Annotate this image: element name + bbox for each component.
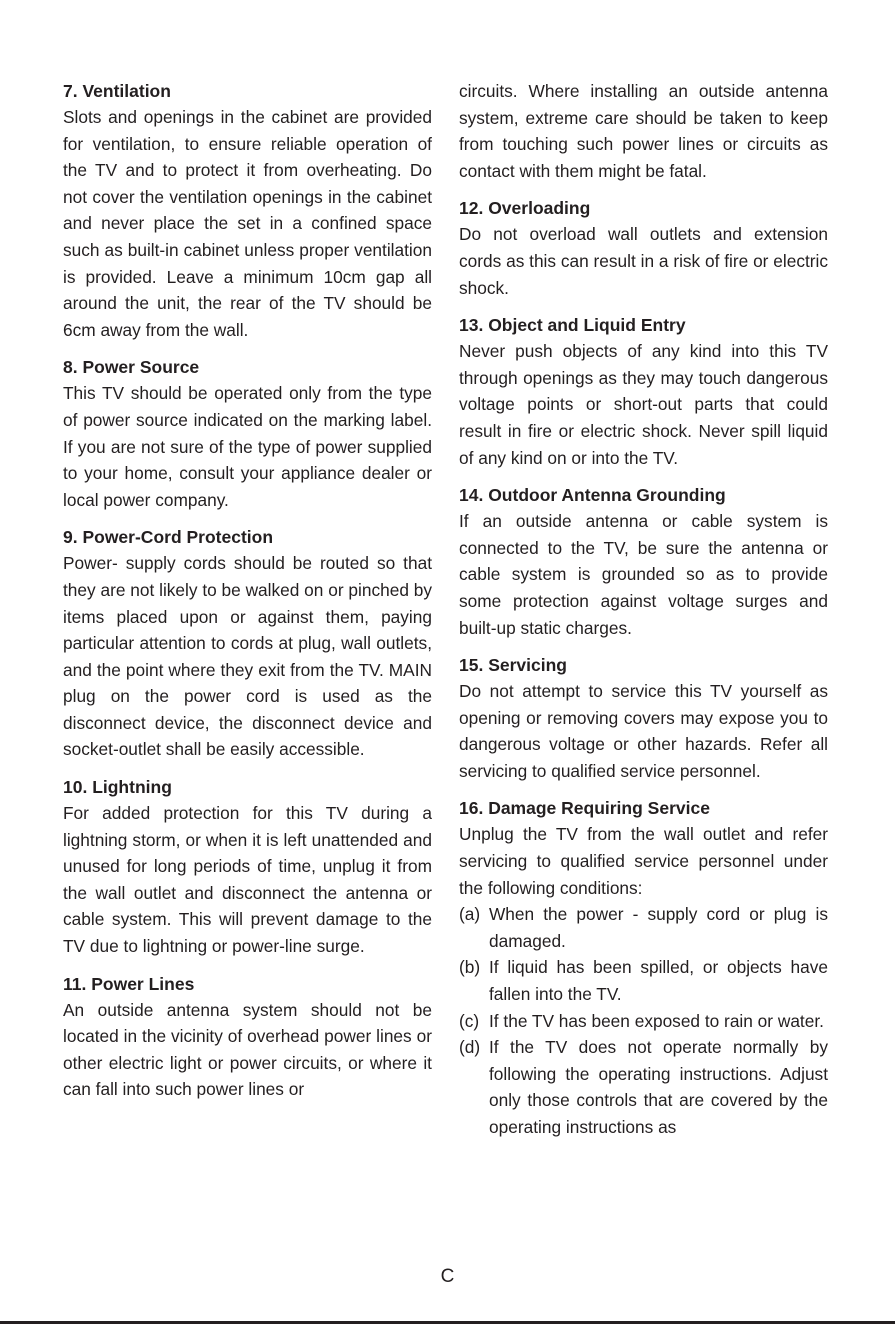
section-heading: 13. Object and Liquid Entry [459, 315, 686, 336]
section-text: Do not overload wall outlets and extension cords as this can result in a risk of fire or electric shock. [459, 224, 828, 298]
section-damage-requiring-service [459, 795, 828, 1140]
page-number: C [440, 1266, 455, 1287]
section-text: circuits. Where installing an outside antenna system, extreme care should be taken to keep from touching such power lines or circuits as contact with them might be fatal. [459, 81, 828, 181]
right-column [459, 78, 828, 1152]
section-heading: 11. Power Lines [63, 973, 195, 994]
item-text: If the TV has been exposed to rain or water. [489, 1010, 824, 1031]
section-heading: 14. Outdoor Antenna Grounding [459, 485, 726, 506]
left-column [63, 78, 432, 1114]
section-text: Unplug the TV from the wall outlet and refer servicing to qualified service personnel under the following conditions: [459, 824, 828, 898]
section-servicing [459, 652, 828, 784]
section-text: Slots and openings in the cabinet are provided for ventilation, to ensure reliable operation of the TV and to protect it from overheating. Do not cover the ventilation openings in the cabinet and never place the set in a confined space such as built-in cabinet unless proper ventilation is provided. Leave a minimum 10cm gap all around the unit, the rear of the TV should be 6cm away from the wall. [63, 107, 432, 340]
section-ventilation [63, 78, 432, 343]
section-outdoor-antenna [459, 482, 828, 641]
section-lightning [63, 774, 432, 960]
section-heading: 7. Ventilation [63, 81, 171, 101]
section-heading: 16. Damage Requiring Service [459, 798, 710, 819]
condition-item [459, 1034, 828, 1140]
section-heading: 12. Overloading [459, 198, 591, 219]
item-text: If the TV does not operate normally by following the operating instructions. Adjust only those controls that are covered by the operating instructions as [489, 1037, 828, 1137]
section-overloading [459, 195, 828, 301]
item-label: (a) [459, 904, 481, 925]
section-text: If an outside antenna or cable system is connected to the TV, be sure the antenna or cable system is grounded so as to provide some protection against voltage surges and built-up static charges. [459, 511, 828, 638]
section-heading: 15. Servicing [459, 655, 567, 676]
section-power-lines-continued [459, 78, 828, 184]
section-heading: 9. Power-Cord Protection [63, 527, 274, 548]
section-heading: 8. Power Source [63, 357, 200, 378]
section-text: Do not attempt to service this TV yourself as opening or removing covers may expose you to dangerous voltage or other hazards. Refer all servicing to qualified service personnel. [459, 681, 828, 781]
section-text: Never push objects of any kind into this TV through openings as they may touch dangerous voltage points or short-out parts that could result in fire or electric shock. Never spill liquid of any kind on or into the TV. [459, 341, 828, 468]
item-label: (b) [459, 957, 481, 978]
item-text: When the power - supply cord or plug is damaged. [489, 904, 828, 951]
section-power-cord [63, 524, 432, 763]
section-text: For added protection for this TV during a lightning storm, or when it is left unattended and unused for long periods of time, unplug it from the wall outlet and disconnect the antenna or cable system. This will prevent damage to the TV due to lightning or power-line surge. [63, 803, 432, 957]
section-power-source [63, 354, 432, 513]
item-label: (d) [459, 1037, 481, 1058]
condition-item [459, 954, 828, 1007]
condition-item [459, 901, 828, 954]
section-power-lines [63, 971, 432, 1103]
section-object-liquid-entry [459, 312, 828, 471]
item-label: (c) [459, 1010, 480, 1031]
item-text: If liquid has been spilled, or objects have fallen into the TV. [489, 957, 828, 1005]
section-heading: 10. Lightning [63, 777, 172, 798]
section-text: Power- supply cords should be routed so that they are not likely to be walked on or pinched by items placed upon or against them, paying particular attention to cords at plug, wall outlets, and the point where they exit from the TV. MAIN plug on the power cord is used as the disconnect device, the disconnect device and socket-outlet shall be easily accessible. [63, 553, 432, 760]
section-text: An outside antenna system should not be located in the vicinity of overhead power lines or other electric light or power circuits, or where it can fall into such power lines or [63, 999, 432, 1100]
condition-item [459, 1008, 828, 1035]
section-text: This TV should be operated only from the type of power source indicated on the marking label. If you are not sure of the type of power supplied to your home, consult your appliance dealer or local power company. [63, 383, 432, 510]
